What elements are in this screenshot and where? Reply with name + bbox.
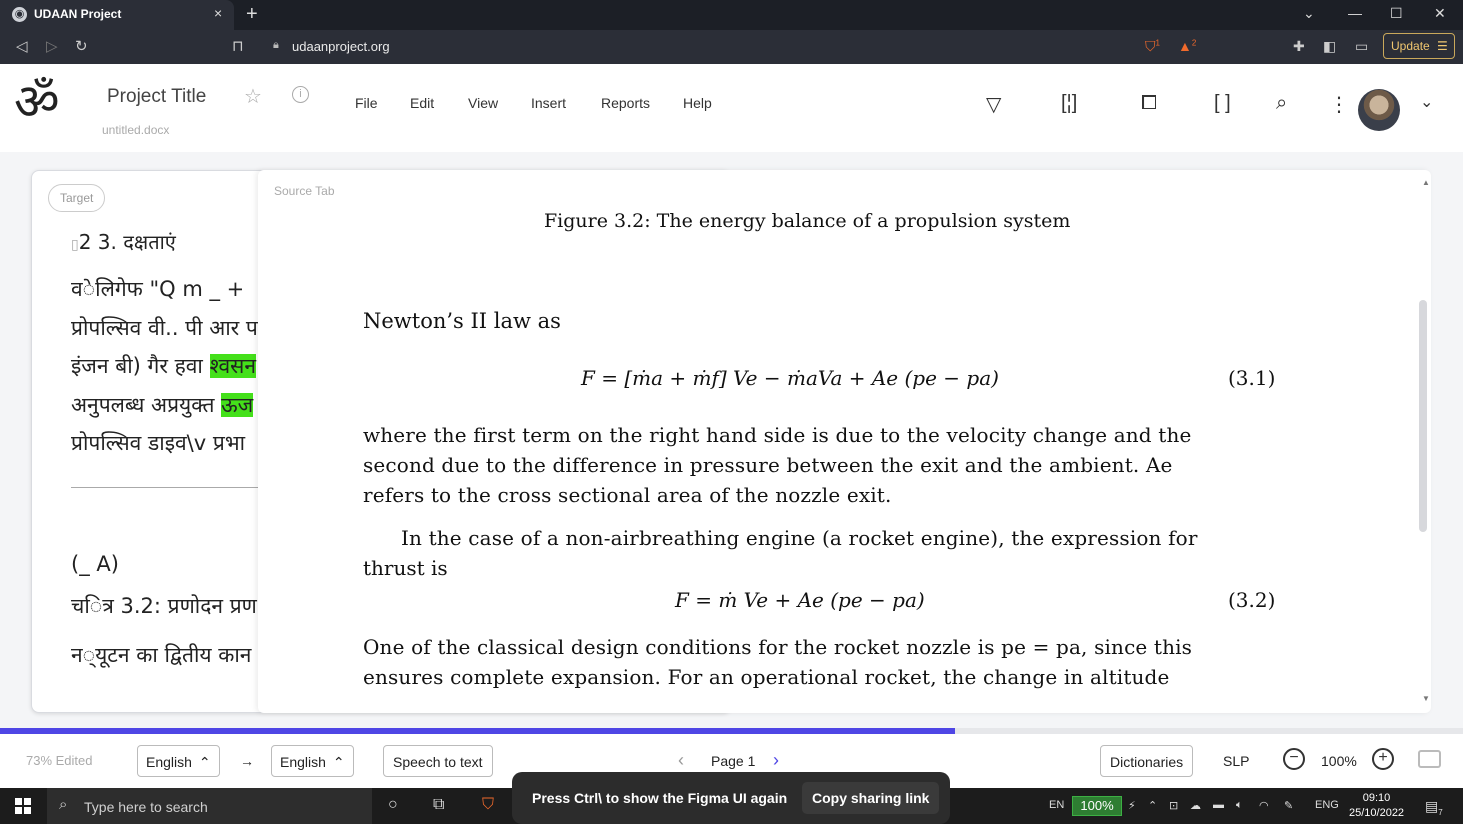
menu-file[interactable]: File xyxy=(355,95,378,111)
taskbar-clock[interactable] xyxy=(1349,791,1404,821)
hamburger-menu-icon: ☰ xyxy=(1437,39,1448,53)
target-line-1[interactable] xyxy=(71,228,176,255)
chevron-up-icon: ⌃ xyxy=(198,754,211,770)
project-title[interactable]: Project Title xyxy=(107,86,207,107)
scroll-down-icon[interactable]: ▼ xyxy=(1422,694,1430,703)
page-indicator: Page 1 xyxy=(711,753,756,769)
sidebar-toggle-icon[interactable]: ◧ xyxy=(1323,38,1337,54)
update-button[interactable] xyxy=(1383,33,1455,59)
search-icon: ⌕ xyxy=(59,796,68,813)
source-para-2-line-2: thrust is xyxy=(363,556,448,580)
star-icon[interactable]: ☆ xyxy=(244,86,262,108)
source-panel[interactable] xyxy=(258,170,1431,713)
cloud-offline-icon[interactable]: ☁ xyxy=(1190,800,1201,812)
target-line-9[interactable]: न◌्यूटन का द्वितीय कान xyxy=(71,643,252,667)
site-favicon-icon: ◉ xyxy=(12,7,27,22)
source-tab-label: Source Tab xyxy=(274,184,335,198)
target-line-5-text: अनुपलब्ध अप्रयुक्त xyxy=(71,393,215,417)
previous-page-icon[interactable]: ‹ xyxy=(678,750,684,770)
source-intro: Newton’s II law as xyxy=(363,309,561,333)
target-line-5[interactable] xyxy=(71,391,253,419)
target-line-1-text: 2 3. दक्षताएं xyxy=(78,230,176,254)
source-para-1-line-1: where the first term on the right hand side is due to the velocity change and the xyxy=(363,423,1192,447)
battery-icon[interactable]: ▬ xyxy=(1213,799,1224,811)
target-line-8[interactable]: च◌ित्र 3.2: प्रणोदन प्रण xyxy=(71,594,257,618)
fullscreen-icon[interactable] xyxy=(1418,750,1441,768)
notification-icon[interactable]: $▤_7$ xyxy=(1425,798,1443,817)
zoom-level: 100% xyxy=(1321,753,1357,769)
update-button-label: Update xyxy=(1391,39,1430,53)
address-bar[interactable] xyxy=(258,34,1170,60)
brave-shield-count: 1 xyxy=(1155,38,1160,48)
target-language-value: English xyxy=(280,754,326,770)
source-scrollbar[interactable] xyxy=(1419,300,1427,532)
battery-percentage: 100% xyxy=(1072,796,1122,816)
browser-tab-bar xyxy=(0,0,1463,30)
extensions-puzzle-icon[interactable]: ✚ xyxy=(1293,38,1305,54)
task-view-icon[interactable]: ⧉ xyxy=(433,796,445,813)
source-para-2-line-1: In the case of a non-airbreathing engine (a rocket engine), the expression for xyxy=(401,526,1198,550)
user-avatar[interactable] xyxy=(1358,89,1400,131)
url-text[interactable]: udaanproject.org xyxy=(292,39,390,54)
copy-sharing-link-button[interactable]: Copy sharing link xyxy=(802,782,939,814)
source-para-1-line-3: refers to the cross sectional area of the nozzle exit. xyxy=(363,483,892,507)
windows-start-icon[interactable] xyxy=(15,798,31,814)
minimize-window-icon[interactable]: — xyxy=(1348,5,1362,21)
pen-icon[interactable]: ✎ xyxy=(1284,800,1294,812)
info-icon[interactable]: i xyxy=(292,86,309,103)
wallet-icon[interactable]: ▭ xyxy=(1355,38,1369,54)
brave-shield-icon[interactable]: ⛉$^1$ xyxy=(1145,38,1160,54)
bookmark-icon[interactable]: ⊓ xyxy=(232,38,244,55)
browser-toolbar xyxy=(0,30,1463,64)
equation-3-2: F = ṁ Ve + Ae (pe − pa) xyxy=(675,588,925,612)
taskbar-search-placeholder[interactable]: Type here to search xyxy=(84,799,208,815)
target-label: Target xyxy=(48,184,105,212)
more-vertical-icon[interactable]: ⋮ xyxy=(1329,94,1349,116)
search-icon[interactable]: ⌕ xyxy=(1276,92,1288,114)
reload-icon[interactable]: ↻ xyxy=(75,38,88,55)
equation-3-1-rhs: = [ṁa + ṁf] Ve − ṁaVa + Ae (pe − pa) xyxy=(601,366,999,390)
highlighted-word[interactable]: ऊज xyxy=(221,393,254,417)
target-line-7[interactable]: (_ A) xyxy=(71,552,119,576)
slp-button[interactable]: SLP xyxy=(1223,753,1250,769)
equation-3-1-number: (3.1) xyxy=(1228,366,1276,390)
lock-icon: 🔒︎ xyxy=(273,39,279,51)
source-language-select[interactable] xyxy=(137,745,220,777)
network-device-icon[interactable]: ⊡ xyxy=(1169,800,1179,812)
target-line-2[interactable]: व◌ेलिगेफ "Q m _ + xyxy=(71,277,245,301)
target-line-6[interactable]: प्रोपल्सिव डाइव\v प्रभा xyxy=(71,431,246,455)
back-icon[interactable]: ◁ xyxy=(16,38,28,55)
source-para-3-line-2: ensures complete expansion. For an operational rocket, the change in altitude xyxy=(363,665,1170,689)
menu-edit[interactable]: Edit xyxy=(410,95,435,111)
editor-workspace xyxy=(0,152,1463,728)
page-break-icon: ▯ xyxy=(71,237,79,253)
highlighted-word[interactable]: श्वसन xyxy=(209,354,257,378)
edited-status: 73% Edited xyxy=(26,753,93,768)
browser-tab[interactable] xyxy=(0,0,234,30)
document-filename: untitled.docx xyxy=(102,123,170,137)
menu-view[interactable]: View xyxy=(468,95,499,111)
split-view-icon[interactable]: [¦] xyxy=(1061,92,1078,114)
dictionaries-button[interactable]: Dictionaries xyxy=(1100,745,1193,777)
wifi-icon[interactable]: ◠ xyxy=(1259,800,1269,812)
maximize-window-icon[interactable]: ☐ xyxy=(1390,5,1403,21)
tab-search-chevron-icon[interactable]: ⌄ xyxy=(1303,5,1315,21)
target-language-select[interactable] xyxy=(271,745,354,777)
clock-time: 09:10 xyxy=(1362,792,1391,804)
new-tab-button[interactable]: + xyxy=(246,3,258,25)
volume-icon[interactable]: 🔈︎ xyxy=(1236,799,1243,811)
tray-chevron-up-icon[interactable]: ⌃ xyxy=(1148,800,1158,812)
crop-icon[interactable]: ⧠ xyxy=(1141,92,1157,114)
equation-3-1-lhs: F xyxy=(581,366,595,390)
target-line-4-text: इंजन बी) गैर हवा xyxy=(71,354,203,378)
target-line-3[interactable]: प्रोपल्सिव वी.. पी आर प xyxy=(71,316,258,340)
menu-help[interactable]: Help xyxy=(683,95,712,111)
expand-brackets-icon[interactable]: [ ] xyxy=(1214,92,1231,114)
footnote-divider xyxy=(71,487,271,488)
source-para-1-line-2: second due to the difference in pressure between the exit and the ambient. Ae xyxy=(363,453,1173,477)
chevron-up-icon: ⌃ xyxy=(332,754,345,770)
brave-rewards-count: 2 xyxy=(1191,38,1197,48)
figma-toast xyxy=(512,772,950,824)
equation-3-1 xyxy=(581,366,999,390)
menu-insert[interactable]: Insert xyxy=(531,95,567,111)
zoom-in-icon[interactable]: + xyxy=(1372,748,1394,770)
source-para-3-line-1: One of the classical design conditions for the rocket nozzle is pe = pa, since this xyxy=(363,635,1193,659)
scroll-up-icon[interactable]: ▲ xyxy=(1422,178,1430,187)
forward-icon[interactable]: ▷ xyxy=(46,38,58,55)
udaan-logo: ॐ xyxy=(14,73,60,131)
cortana-icon[interactable]: ○ xyxy=(388,796,398,813)
figure-caption: Figure 3.2: The energy balance of a propulsion system xyxy=(544,210,1071,232)
speech-to-text-button[interactable]: Speech to text xyxy=(383,745,493,777)
input-language-indicator[interactable]: ENG xyxy=(1315,799,1339,811)
target-line-4[interactable] xyxy=(71,352,256,380)
next-page-icon[interactable]: › xyxy=(773,750,779,770)
close-window-icon[interactable]: ✕ xyxy=(1434,5,1446,21)
language-indicator[interactable]: EN xyxy=(1049,799,1065,811)
brave-rewards-icon[interactable]: ▲$^2$ xyxy=(1178,38,1197,54)
zoom-out-icon[interactable]: − xyxy=(1283,748,1305,770)
arrow-right-icon: → xyxy=(240,753,254,769)
source-language-value: English xyxy=(146,754,192,770)
notification-count: 7 xyxy=(1438,807,1443,817)
equation-3-2-number: (3.2) xyxy=(1228,588,1276,612)
browser-tab-title: UDAAN Project xyxy=(34,7,122,21)
clock-date: 25/10/2022 xyxy=(1349,807,1405,819)
figma-toast-message: Press Ctrl\ to show the Figma UI again xyxy=(532,790,788,806)
brave-browser-icon[interactable]: ⛉ xyxy=(482,796,495,813)
chevron-down-icon[interactable]: ⌄ xyxy=(1420,94,1434,111)
app-header xyxy=(0,64,1463,152)
menu-reports[interactable]: Reports xyxy=(601,95,651,111)
charging-icon: ⚡ xyxy=(1128,800,1136,812)
filter-icon[interactable]: ▽ xyxy=(986,94,1002,116)
close-tab-icon[interactable]: × xyxy=(214,5,223,21)
